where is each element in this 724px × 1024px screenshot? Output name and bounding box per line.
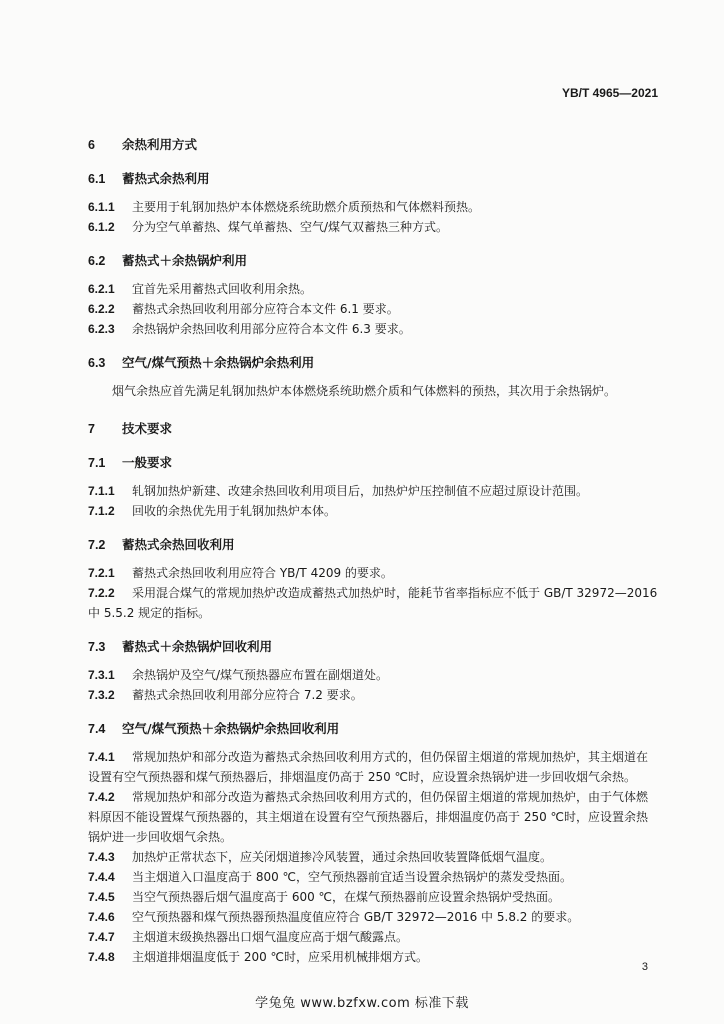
- clause-7-4-7: [88, 927, 658, 947]
- clause-7-4-6: [88, 907, 658, 927]
- clause-number: 7.2.1: [88, 566, 115, 580]
- section-number: 7.2: [88, 538, 106, 552]
- section-number: 7.1: [88, 456, 106, 470]
- clause-number: 7.4.7: [88, 930, 115, 944]
- section-7-1-heading: [88, 453, 658, 473]
- clause-text: 常规加热炉和部分改造为蓄热式余热回收利用方式的，但仍保留主烟道的常规加热炉，其主烟道在设置有空气预热器和煤气预热器后，排烟温度仍高于 250 ℃时，应设置余热锅炉进一步回收烟气余热。: [88, 750, 649, 784]
- clause-number: 6.2.2: [88, 302, 115, 316]
- clause-7-2-1: [88, 563, 658, 583]
- clause-7-4-1: [88, 747, 658, 787]
- clause-text: 主烟道末级换热器出口烟气温度应高于烟气酸露点。: [132, 930, 409, 944]
- page-number: 3: [641, 961, 648, 973]
- footer-watermark-text: 学兔兔 www.bzfxw.com 标准下载: [255, 996, 469, 1011]
- section-6-3-heading: [88, 353, 658, 373]
- clause-text: 余热锅炉余热回收利用部分应符合本文件 6.3 要求。: [132, 322, 411, 336]
- clause-text: 蓄热式余热回收利用部分应符合 7.2 要求。: [132, 688, 363, 702]
- clause-7-4-5: [88, 887, 658, 907]
- section-number: 7.4: [88, 722, 106, 736]
- clause-number: 7.3.2: [88, 688, 115, 702]
- section-number: 7: [88, 422, 95, 436]
- clause-text: 当空气预热器后烟气温度高于 600 ℃，在煤气预热器前应设置余热锅炉受热面。: [132, 890, 561, 904]
- clause-text: 分为空气单蓄热、煤气单蓄热、空气/煤气双蓄热三种方式。: [132, 220, 449, 234]
- clause-7-2-2: [88, 583, 658, 623]
- clause-number: 6.1.1: [88, 200, 115, 214]
- clause-number: 7.2.2: [88, 586, 115, 600]
- clause-text: 回收的余热优先用于轧钢加热炉本体。: [132, 504, 337, 518]
- section-6-1-heading: [88, 169, 658, 189]
- clause-number: 6.1.2: [88, 220, 115, 234]
- clause-7-1-1: [88, 481, 658, 501]
- clause-number: 7.3.1: [88, 668, 115, 682]
- clause-text: 轧钢加热炉新建、改建余热回收利用项目后，加热炉炉压控制值不应超过原设计范围。: [132, 484, 589, 498]
- standard-code: YB/T 4965—2021: [561, 86, 658, 100]
- clause-7-4-8: [88, 947, 658, 967]
- clause-number: 7.4.5: [88, 890, 115, 904]
- clause-7-1-2: [88, 501, 658, 521]
- clause-number: 7.4.1: [88, 750, 115, 764]
- section-title: 蓄热式＋余热锅炉回收利用: [122, 639, 273, 654]
- section-title: 余热利用方式: [122, 137, 198, 152]
- section-title: 蓄热式余热利用: [122, 171, 210, 186]
- clause-number: 7.4.6: [88, 910, 115, 924]
- clause-7-4-4: [88, 867, 658, 887]
- section-number: 6.1: [88, 172, 106, 186]
- clause-7-4-2: [88, 787, 658, 847]
- clause-number: 7.4.4: [88, 870, 115, 884]
- clause-6-2-3: [88, 319, 658, 339]
- clause-6-1-1: [88, 197, 658, 217]
- section-title: 蓄热式＋余热锅炉利用: [122, 253, 248, 268]
- clause-text: 加热炉正常状态下，应关闭烟道掺冷风装置，通过余热回收装置降低烟气温度。: [132, 850, 553, 864]
- clause-7-3-2: [88, 685, 658, 705]
- clause-number: 6.2.1: [88, 282, 115, 296]
- clause-text: 蓄热式余热回收利用部分应符合本文件 6.1 要求。: [132, 302, 399, 316]
- clause-text: 蓄热式余热回收利用应符合 YB/T 4209 的要求。: [132, 566, 393, 580]
- clause-text: 空气预热器和煤气预热器预热温度值应符合 GB/T 32972—2016 中 5.8.2 的要求。: [132, 910, 580, 924]
- clause-6-2-2: [88, 299, 658, 319]
- section-7-3-heading: [88, 637, 658, 657]
- section-number: 7.3: [88, 640, 106, 654]
- clause-text: 常规加热炉和部分改造为蓄热式余热回收利用方式的，但仍保留主烟道的常规加热炉，由于气体燃料原因不能设置煤气预热器的，其主烟道在设置有空气预热器后，排烟温度仍高于 250 ℃时，应设置余热锅炉进一步回收烟气余热。: [88, 790, 649, 844]
- clause-number: 7.4.2: [88, 790, 115, 804]
- paragraph-6-3: 烟气余热应首先满足轧钢加热炉本体燃烧系统助燃介质和气体燃料的预热，其次用于余热锅炉。: [112, 384, 617, 398]
- clause-number: 7.1.2: [88, 504, 115, 518]
- clause-text: 采用混合煤气的常规加热炉改造成蓄热式加热炉时，能耗节省率指标应不低于 GB/T 32972—2016 中 5.5.2 规定的指标。: [88, 586, 658, 620]
- clause-number: 7.4.8: [88, 950, 115, 964]
- section-title: 空气/煤气预热＋余热锅炉余热回收利用: [122, 721, 340, 736]
- section-number: 6.3: [88, 356, 106, 370]
- clause-text: 主烟道排烟温度低于 200 ℃时，应采用机械排烟方式。: [132, 950, 429, 964]
- clause-7-3-1: [88, 665, 658, 685]
- clause-6-2-1: [88, 279, 658, 299]
- section-6-2-heading: [88, 251, 658, 271]
- section-title: 空气/煤气预热＋余热锅炉余热利用: [122, 355, 315, 370]
- clause-number: 7.1.1: [88, 484, 115, 498]
- section-7-4-heading: [88, 719, 658, 739]
- section-title: 一般要求: [122, 455, 173, 470]
- clause-text: 余热锅炉及空气/煤气预热器应布置在副烟道处。: [132, 668, 389, 682]
- clause-text: 主要用于轧钢加热炉本体燃烧系统助燃介质预热和气体燃料预热。: [132, 200, 481, 214]
- section-7-2-heading: [88, 535, 658, 555]
- section-title: 蓄热式余热回收利用: [122, 537, 235, 552]
- clause-6-1-2: [88, 217, 658, 237]
- clause-number: 6.2.3: [88, 322, 115, 336]
- document-body: [88, 135, 658, 967]
- section-number: 6.2: [88, 254, 106, 268]
- section-6-heading: [88, 135, 658, 155]
- section-title: 技术要求: [122, 421, 173, 436]
- clause-text: 宜首先采用蓄热式回收利用余热。: [132, 282, 313, 296]
- clause-7-4-3: [88, 847, 658, 867]
- clause-number: 7.4.3: [88, 850, 115, 864]
- section-7-heading: [88, 419, 658, 439]
- section-number: 6: [88, 138, 95, 152]
- clause-text: 当主烟道入口温度高于 800 ℃，空气预热器前宜适当设置余热锅炉的蒸发受热面。: [132, 870, 573, 884]
